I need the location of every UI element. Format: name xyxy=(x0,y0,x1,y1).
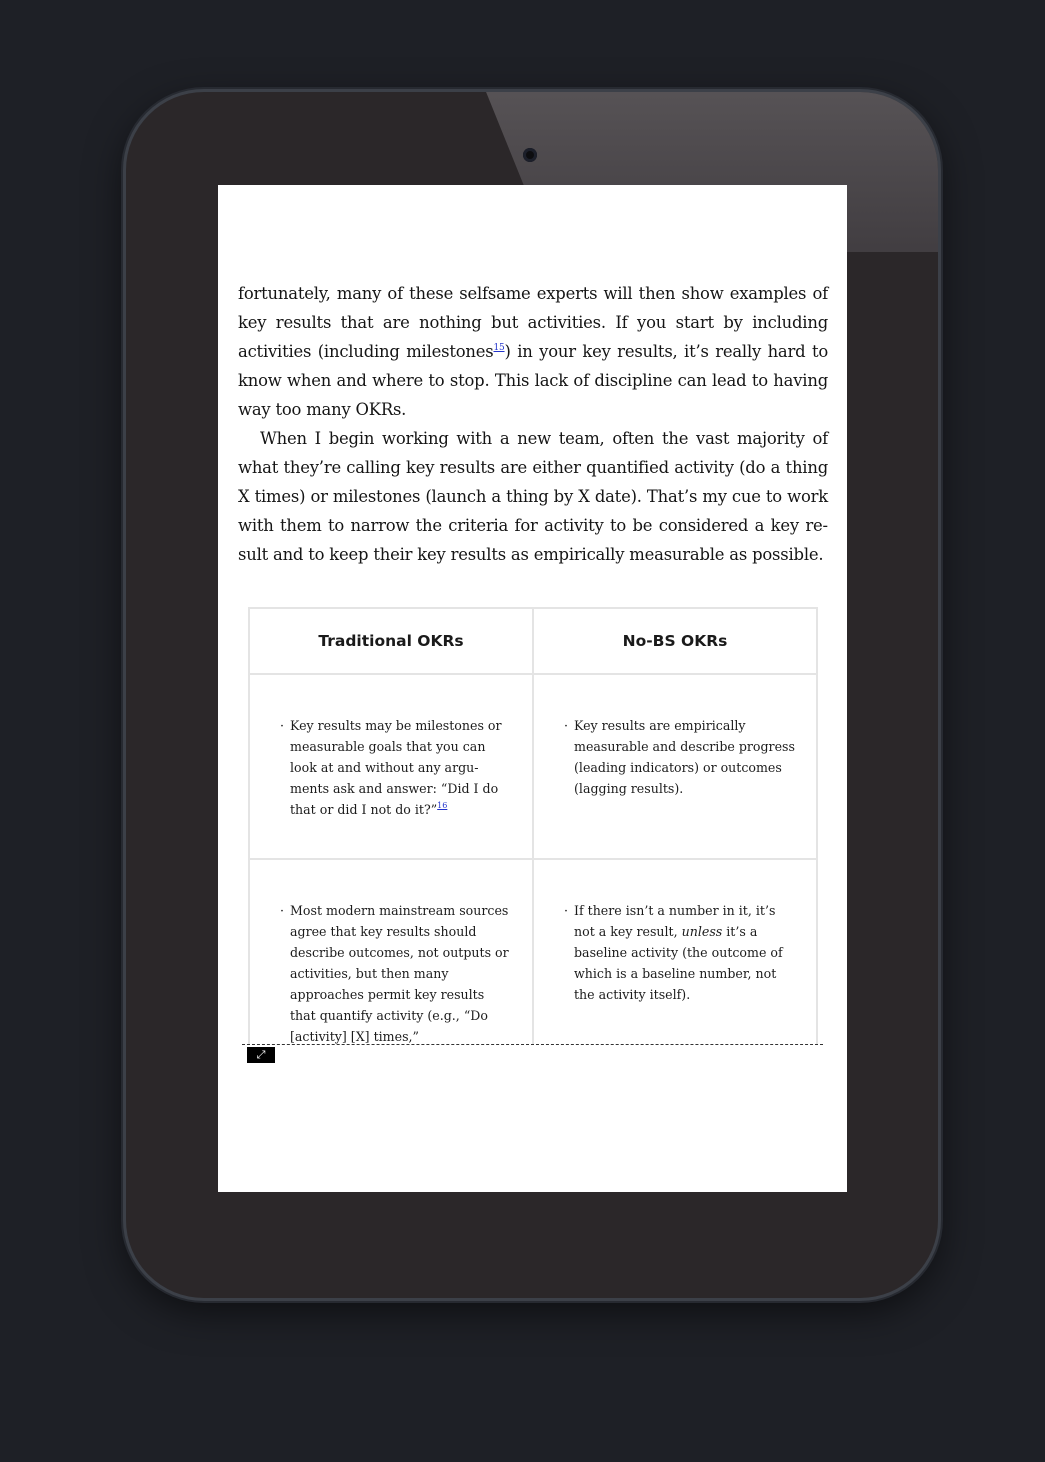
bullet-item: · Most modern mainstream sources agree that key results should describe outcomes, not outputs or activities, but then many approaches permit key results that quantify activity (e.g., “Do [activity] [X] times,” xyxy=(282,900,512,1044)
reader-page[interactable] xyxy=(218,185,847,1192)
expand-table-button[interactable] xyxy=(247,1047,275,1063)
table-header-traditional: Traditional OKRs xyxy=(249,608,533,674)
table-header-no-bs: No-BS OKRs xyxy=(533,608,817,674)
bullet-item: · Key results are empirically measurable and describe progress (leading indicators) or outcomes (lagging results). xyxy=(566,715,796,799)
expand-icon: ⤢ xyxy=(256,1048,266,1061)
table-row xyxy=(249,859,817,1044)
table-cell xyxy=(249,859,533,1044)
footnote-link-15[interactable]: 15 xyxy=(493,343,505,353)
table-fold-divider xyxy=(242,1044,823,1045)
camera-icon xyxy=(523,148,537,162)
body-text xyxy=(238,279,828,569)
table-cell xyxy=(533,859,817,1044)
tablet-device xyxy=(126,92,938,1298)
bullet-item: · Key results may be milestones or measurable goals that you can look at and without any arguments ask and answer: “Did I do that or did I not do it?”$^{16}$ xyxy=(282,715,512,820)
table-cell xyxy=(533,674,817,859)
footnote-link-16[interactable]: 16 xyxy=(437,801,448,810)
paragraph-2: When I begin working with a new team, often the vast majority of what they’re calling key results are either quantified activity (do a thing X times) or milestones (launch a thing by X date). That’s my cue to work with them to narrow the criteria for activity to be considered a key result and to keep their key results as empirically measurable as possible. xyxy=(238,429,828,564)
table-cell xyxy=(249,674,533,859)
comparison-table xyxy=(248,607,818,1044)
paragraph-1: fortunately, many of these selfsame experts will then show examples of key results that are nothing but activities. If you start by including activities (including milestones$^{15}$) in your key results, it’s really hard to know when and where to stop. This lack of discipline can lead to having way too many OKRs. xyxy=(238,284,828,419)
table-row xyxy=(249,674,817,859)
bullet-item: · If there isn’t a number in it, it’s not a key result, unless it’s a baseline activity (the outcome of which is a baseline number, not the activity itself). xyxy=(566,900,796,1005)
